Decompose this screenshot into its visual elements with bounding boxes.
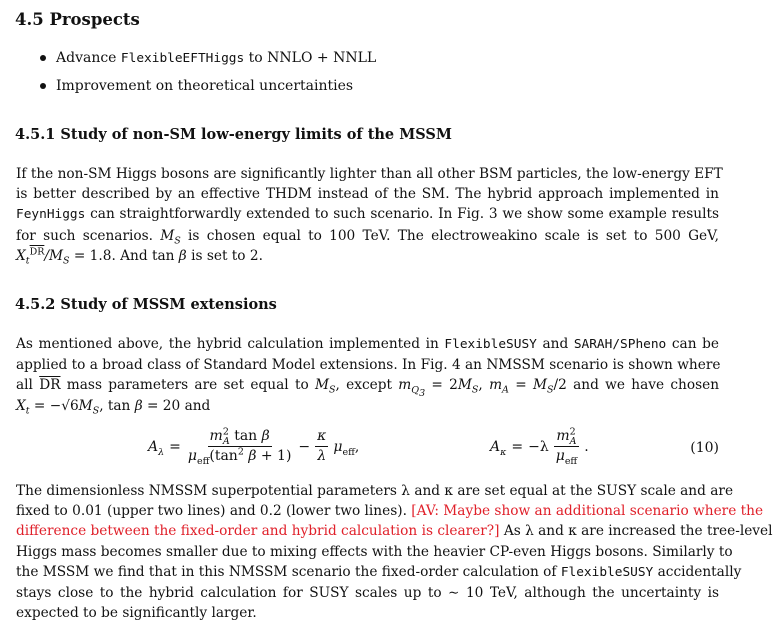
fraction-a-lambda-main: $\frac{m^2_A \tan \beta}{\mu_{eff}(\tan^2 \beta + 1)}$ bbox=[187, 426, 292, 467]
bullet-item-flexibleefthiggs: Advance FlexibleEFTHiggs to NNLO + NNLL bbox=[40, 47, 376, 75]
section-4-5-heading: 4.5 Prospects bbox=[15, 10, 140, 29]
paragraph-nmssm-results: The dimensionless NMSSM superpotential parameters λ and κ are set equal at the SUSY scale and are fixed to 0.01 (upper two lines) and 0.2 (lower two lines). [AV: Maybe show an additional scenario where the difference between the fixed-order and hybrid calculation is clearer?] As λ and κ are increased the tree-level Higgs mass becomes smaller due to mixing effects with the heavier CP-even Higgs bosons. Similarly to the MSSM we find that in this NMSSM scenario the fixed-order calculation of FlexibleSUSY accidentally stays close to the hybrid calculation for SUSY scales up to ∼ 10 TeV, although the uncertainty is expected to be significantly larger. bbox=[16, 483, 773, 622]
author-note-continued: difference between the fixed-order and hybrid calculation is clearer?] bbox=[16, 523, 500, 540]
equation-number: (10) bbox=[690, 440, 719, 456]
equation-a-lambda: $A_\lambda$ = $\frac{m^2_A \tan \beta}{\mu_{eff}(\tan^2 \beta + 1)}$ − $\frac{\kappa}{\lambda}$ $\mu_{eff}$, bbox=[148, 426, 360, 467]
section-4-5-2-heading: 4.5.2 Study of MSSM extensions bbox=[15, 296, 277, 313]
prospects-bullet-list bbox=[40, 47, 376, 103]
fraction-a-kappa: $\frac{m^2_A}{\mu_{eff}}$ bbox=[555, 426, 578, 467]
equation-a-kappa: $A_\kappa$ = −λ $\frac{m^2_A}{\mu_{eff}}$ . bbox=[490, 426, 589, 467]
paragraph-mssm-extensions: As mentioned above, the hybrid calculation implemented in FlexibleSUSY and SARAH/SPheno can be applied to a broad class of Standard Model extensions. In Fig. 4 an NMSSM scenario is shown where all $\overline{DR}$ mass parameters are set equal to $M_S$, except $m_{Q_3} = 2M_S$, $m_A = M_S/2$ and we have chosen $X_t = -√6M_S$, tan β = 20 and bbox=[16, 336, 721, 417]
author-note: [AV: Maybe show an additional scenario where the bbox=[411, 503, 764, 520]
fraction-kappa-lambda: $\frac{\kappa}{\lambda}$ bbox=[317, 428, 327, 464]
paragraph-non-sm-limits: If the non-SM Higgs bosons are significantly lighter than all other BSM particles, the low-energy EFT is better described by an effective THDM instead of the SM. The hybrid approach implemented in FeynHiggs can straightforwardly extended to such scenario. In Fig. 3 we show some example results for such scenarios. $M_S$ is chosen equal to 100 TeV. The electroweakino scale is set to 500 GeV, $X_t^{\overline{DR}}/M_S = 1.8$. And tan β is set to 2. bbox=[16, 166, 723, 267]
section-4-5-1-heading: 4.5.1 Study of non-SM low-energy limits of the MSSM bbox=[15, 126, 452, 143]
equation-10 bbox=[0, 424, 733, 474]
bullet-item-uncertainties: Improvement on theoretical uncertainties bbox=[40, 75, 376, 103]
